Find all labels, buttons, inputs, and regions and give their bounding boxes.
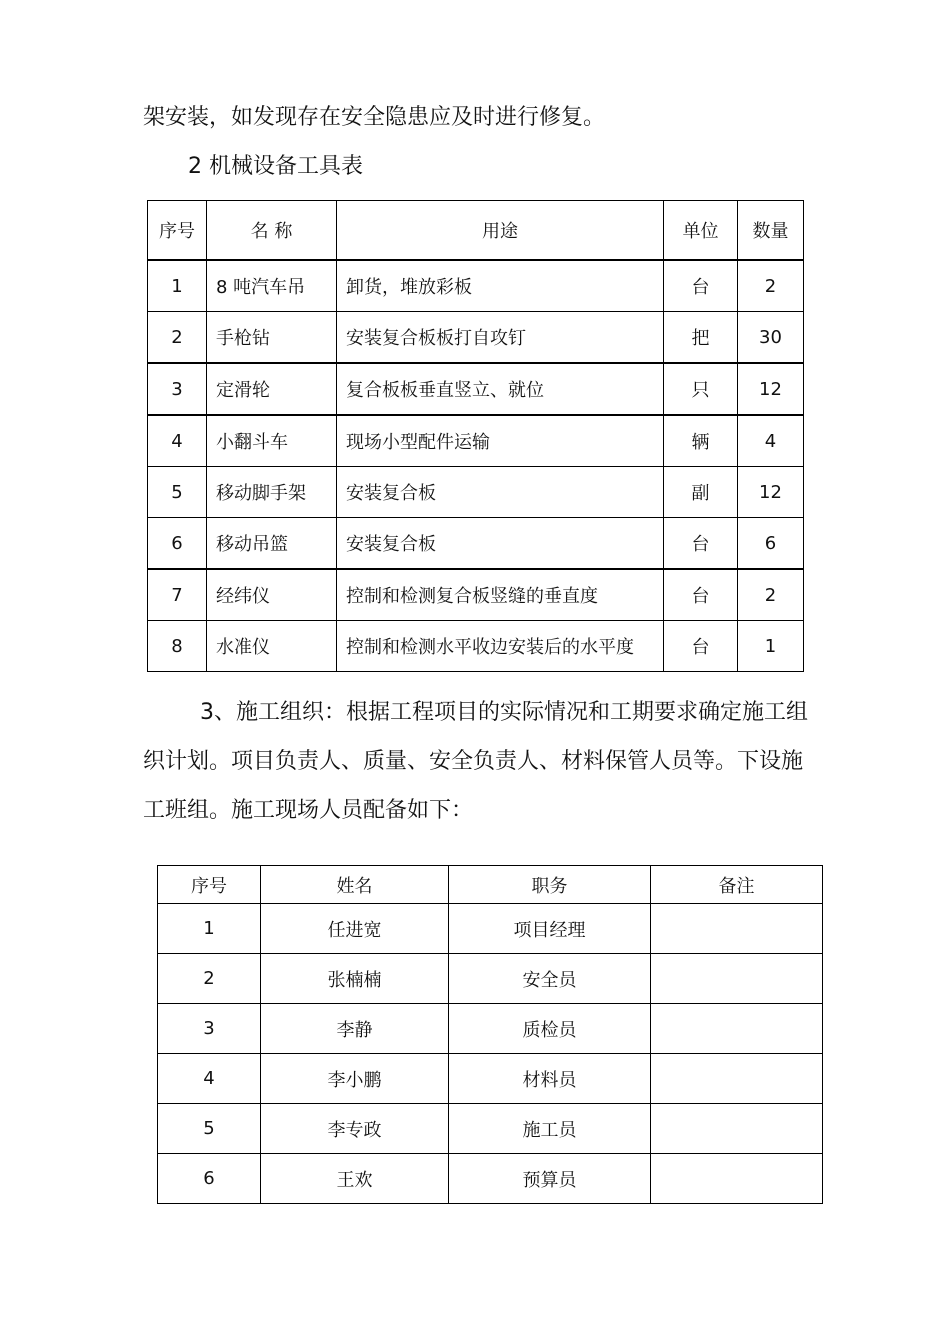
table-cell: 8 吨汽车吊: [207, 260, 337, 312]
table-cell: 王欢: [261, 1154, 449, 1204]
table-cell: [651, 954, 823, 1004]
table-cell: 1: [148, 260, 207, 312]
table-cell: 李小鹏: [261, 1054, 449, 1104]
table-cell: 小翻斗车: [207, 415, 337, 467]
table-row: [148, 312, 804, 364]
table-row: [148, 415, 804, 467]
table-row: [148, 363, 804, 415]
table-cell: 1: [158, 904, 261, 954]
table-cell: 30: [738, 312, 804, 364]
table-cell: 项目经理: [449, 904, 651, 954]
header-cell: 名 称: [207, 201, 337, 261]
table-cell: 5: [148, 467, 207, 518]
table-cell: 安装复合板: [337, 518, 664, 570]
equipment-table-header-row: [148, 201, 804, 261]
header-cell: 姓名: [261, 866, 449, 904]
table-cell: 1: [738, 621, 804, 672]
table-cell: 张楠楠: [261, 954, 449, 1004]
table-cell: 台: [664, 260, 738, 312]
table-cell: 2: [158, 954, 261, 1004]
table-cell: 李专政: [261, 1104, 449, 1154]
table-cell: 移动脚手架: [207, 467, 337, 518]
table-cell: 手枪钻: [207, 312, 337, 364]
table-cell: [651, 1054, 823, 1104]
table-cell: 卸货，堆放彩板: [337, 260, 664, 312]
table-row: [158, 1054, 823, 1104]
table-row: [158, 904, 823, 954]
header-cell: 序号: [158, 866, 261, 904]
table-row: [148, 518, 804, 570]
table-row: [148, 260, 804, 312]
table-cell: 12: [738, 467, 804, 518]
table-cell: 2: [148, 312, 207, 364]
header-cell: 单位: [664, 201, 738, 261]
section3-line2: 织计划。项目负责人、质量、安全负责人、材料保管人员等。下设施: [143, 749, 804, 774]
table-cell: 2: [738, 569, 804, 621]
table-cell: 安装复合板板打自攻钉: [337, 312, 664, 364]
table-row: [158, 954, 823, 1004]
table-cell: 复合板板垂直竖立、就位: [337, 363, 664, 415]
table-cell: 材料员: [449, 1054, 651, 1104]
table-cell: 台: [664, 621, 738, 672]
table-cell: 4: [738, 415, 804, 467]
paragraph-top: 架安装，如发现存在安全隐患应及时进行修复。: [143, 105, 606, 130]
table-cell: 控制和检测复合板竖缝的垂直度: [337, 569, 664, 621]
table-row: [148, 621, 804, 672]
section3-line3: 工班组。施工现场人员配备如下：: [143, 798, 474, 823]
table-cell: 现场小型配件运输: [337, 415, 664, 467]
table-cell: 经纬仪: [207, 569, 337, 621]
header-cell: 备注: [651, 866, 823, 904]
table-cell: 3: [158, 1004, 261, 1054]
table-cell: 安全员: [449, 954, 651, 1004]
table-cell: [651, 1004, 823, 1054]
table-cell: 控制和检测水平收边安装后的水平度: [337, 621, 664, 672]
table-cell: 水准仪: [207, 621, 337, 672]
table-cell: 质检员: [449, 1004, 651, 1054]
table-row: [148, 467, 804, 518]
table-cell: 6: [148, 518, 207, 570]
table-row: [148, 569, 804, 621]
table-cell: 施工员: [449, 1104, 651, 1154]
table-cell: 安装复合板: [337, 467, 664, 518]
staff-table-header-row: [158, 866, 823, 904]
table-cell: 台: [664, 518, 738, 570]
table-row: [158, 1004, 823, 1054]
table-cell: 2: [738, 260, 804, 312]
table-cell: 只: [664, 363, 738, 415]
table-cell: 把: [664, 312, 738, 364]
table-cell: [651, 1104, 823, 1154]
table-cell: 4: [148, 415, 207, 467]
table-cell: 7: [148, 569, 207, 621]
header-cell: 用途: [337, 201, 664, 261]
section2-heading: 2 机械设备工具表: [188, 154, 363, 179]
table-cell: 8: [148, 621, 207, 672]
table-row: [158, 1154, 823, 1204]
table-cell: 副: [664, 467, 738, 518]
table-cell: [651, 1154, 823, 1204]
table-cell: 移动吊篮: [207, 518, 337, 570]
table-row: [158, 1104, 823, 1154]
table-cell: 4: [158, 1054, 261, 1104]
table-cell: [651, 904, 823, 954]
header-cell: 数量: [738, 201, 804, 261]
staff-table: [157, 865, 823, 1204]
table-cell: 6: [158, 1154, 261, 1204]
table-cell: 预算员: [449, 1154, 651, 1204]
table-cell: 李静: [261, 1004, 449, 1054]
equipment-table: [147, 200, 804, 672]
table-cell: 5: [158, 1104, 261, 1154]
table-cell: 辆: [664, 415, 738, 467]
header-cell: 序号: [148, 201, 207, 261]
table-cell: 12: [738, 363, 804, 415]
table-cell: 定滑轮: [207, 363, 337, 415]
section3-line1: 3、施工组织：根据工程项目的实际情况和工期要求确定施工组: [200, 700, 808, 725]
table-cell: 3: [148, 363, 207, 415]
header-cell: 职务: [449, 866, 651, 904]
table-cell: 6: [738, 518, 804, 570]
table-cell: 任进宽: [261, 904, 449, 954]
table-cell: 台: [664, 569, 738, 621]
